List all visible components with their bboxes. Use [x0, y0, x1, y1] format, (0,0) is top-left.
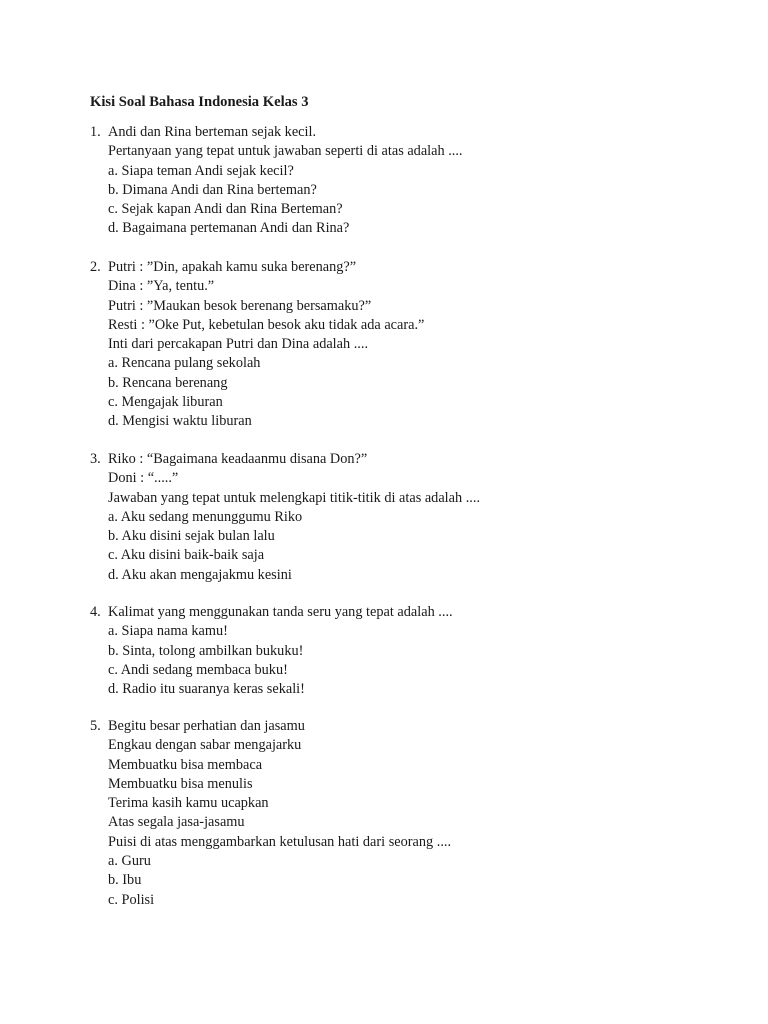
question-number: 2. — [90, 259, 101, 275]
answer-option-a: a. Siapa nama kamu! — [108, 623, 228, 640]
answer-option-d: d. Aku akan mengajakmu kesini — [108, 566, 292, 583]
answer-option-b: b. Dimana Andi dan Rina berteman? — [108, 181, 317, 198]
poem-line: Terima kasih kamu ucapkan — [108, 795, 269, 812]
question-1 — [90, 123, 710, 239]
document-title: Kisi Soal Bahasa Indonesia Kelas 3 — [90, 94, 309, 110]
question-3 — [90, 450, 710, 585]
dialogue-line: Doni : “.....” — [108, 470, 179, 487]
dialogue-line: Resti : ”Oke Put, kebetulan besok aku tidak ada acara.” — [108, 316, 425, 333]
question-first-line — [90, 717, 710, 736]
question-first-line — [90, 123, 710, 142]
question-2 — [90, 258, 710, 432]
answer-option-c: c. Mengajak liburan — [108, 394, 223, 411]
dialogue-line: Dina : ”Ya, tentu.” — [108, 278, 215, 295]
answer-option-b: b. Sinta, tolong ambilkan bukuku! — [108, 642, 304, 659]
answer-option-b: b. Aku disini sejak bulan lalu — [108, 528, 275, 545]
answer-option-d: d. Radio itu suaranya keras sekali! — [108, 681, 305, 698]
answer-option-a: a. Guru — [108, 853, 151, 870]
question-number: 4. — [90, 604, 101, 620]
answer-option-d: d. Bagaimana pertemanan Andi dan Rina? — [108, 220, 350, 237]
question-text: Kalimat yang menggunakan tanda seru yang tepat adalah .... — [108, 604, 453, 620]
question-4 — [90, 603, 710, 699]
answer-option-a: a. Siapa teman Andi sejak kecil? — [108, 162, 294, 179]
question-number: 1. — [90, 124, 101, 140]
answer-option-b: b. Rencana berenang — [108, 374, 228, 391]
question-text: Begitu besar perhatian dan jasamu — [108, 718, 305, 734]
question-first-line — [90, 450, 710, 469]
answer-option-c: c. Andi sedang membaca buku! — [108, 661, 288, 678]
answer-option-d: d. Mengisi waktu liburan — [108, 413, 252, 430]
question-number: 3. — [90, 451, 101, 467]
question-number: 5. — [90, 718, 101, 734]
answer-option-c: c. Sejak kapan Andi dan Rina Berteman? — [108, 201, 343, 218]
answer-option-b: b. Ibu — [108, 872, 142, 889]
question-first-line — [90, 258, 710, 277]
poem-line: Engkau dengan sabar mengajarku — [108, 737, 302, 754]
question-first-line — [90, 603, 710, 622]
poem-line: Atas segala jasa-jasamu — [108, 814, 245, 831]
poem-line: Membuatku bisa menulis — [108, 775, 253, 792]
question-line: Jawaban yang tepat untuk melengkapi titik-titik di atas adalah .... — [108, 489, 481, 506]
question-text: Andi dan Rina berteman sejak kecil. — [108, 124, 317, 140]
answer-option-c: c. Aku disini baik-baik saja — [108, 547, 265, 564]
question-line: Inti dari percakapan Putri dan Dina adalah .... — [108, 336, 369, 353]
question-5 — [90, 717, 710, 910]
question-line: Pertanyaan yang tepat untuk jawaban seperti di atas adalah .... — [108, 143, 463, 160]
answer-option-a: a. Aku sedang menunggumu Riko — [108, 508, 303, 525]
answer-option-c: c. Polisi — [108, 891, 155, 908]
answer-option-a: a. Rencana pulang sekolah — [108, 355, 261, 372]
question-line: Puisi di atas menggambarkan ketulusan hati dari seorang .... — [108, 833, 452, 850]
poem-line: Membuatku bisa membaca — [108, 756, 263, 773]
question-text: Riko : “Bagaimana keadaanmu disana Don?” — [108, 451, 368, 467]
question-text: Putri : ”Din, apakah kamu suka berenang?” — [108, 259, 357, 275]
dialogue-line: Putri : ”Maukan besok berenang bersamaku?” — [108, 297, 372, 314]
